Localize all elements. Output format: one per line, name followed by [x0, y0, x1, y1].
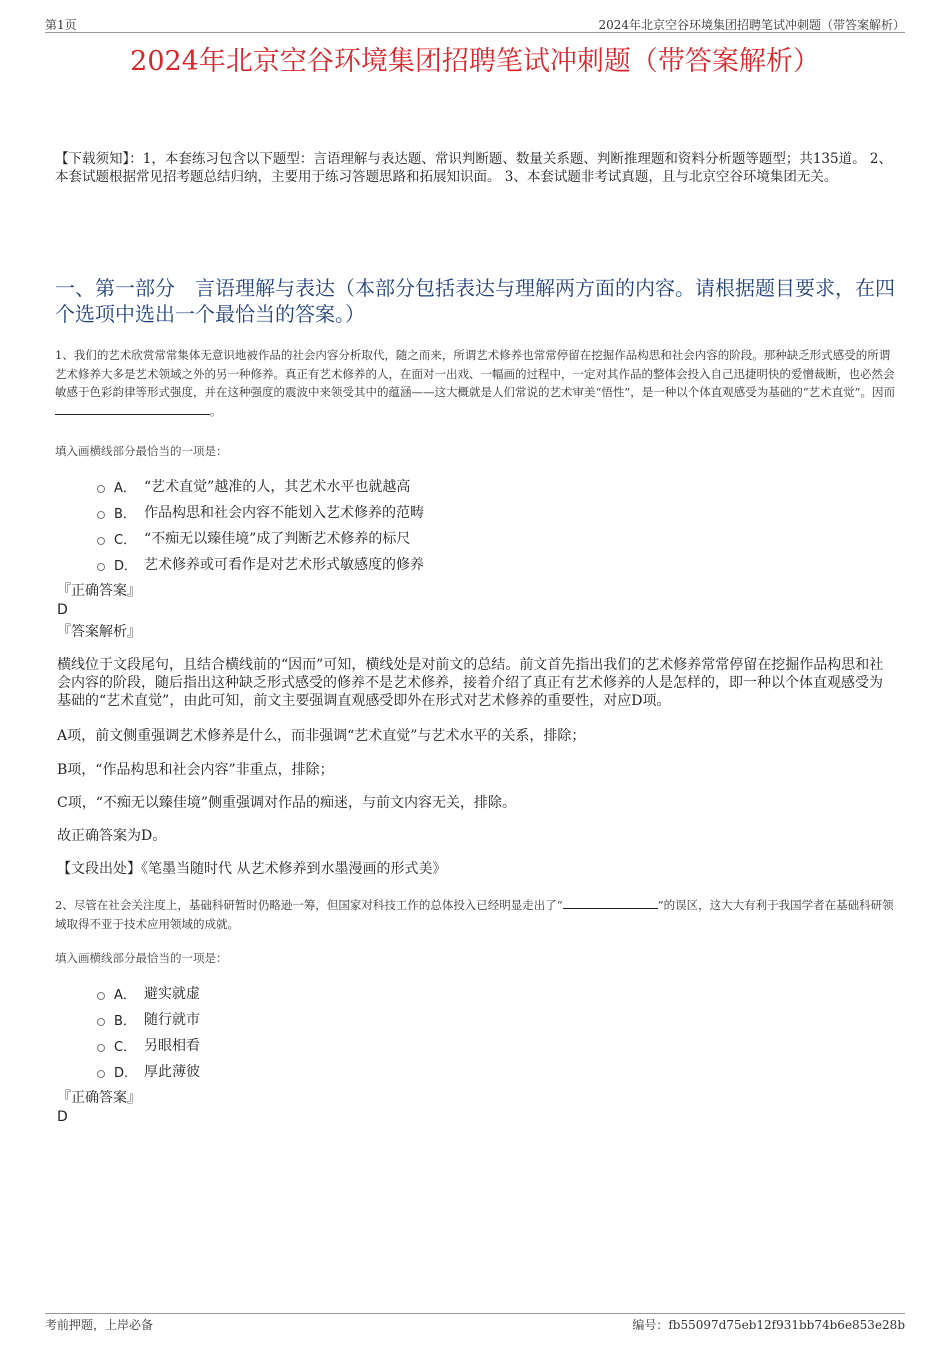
- option-letter: B．: [114, 1013, 136, 1029]
- download-notice: 【下载须知】：1，本套练习包含以下题型：言语理解与表达题、常识判断题、数量关系题、判断推理题和资料分析题等题型；共135道。 2、本套试题根据常见招考题总结归纳，主要用于练习答题思路和拓展知识面。 3、本套试题非考试真题，且与北京空谷环境集团无关。: [55, 151, 892, 185]
- question-1-stem-end: 。: [210, 403, 222, 418]
- page-number: 第1页: [45, 18, 77, 32]
- section-title: 一、第一部分 言语理解与表达（本部分包括表达与理解两方面的内容。请根据题目要求，在四个选项中选出一个最恰当的答案。）: [55, 276, 895, 326]
- radio-icon[interactable]: [97, 511, 105, 519]
- correct-answer-value: D: [57, 1109, 68, 1125]
- question-1-prompt: 填入画横线部分最恰当的一项是：: [55, 444, 228, 458]
- analysis-paragraph: B项，“作品构思和社会内容”非重点，排除；: [57, 762, 334, 778]
- option-d[interactable]: [97, 1058, 200, 1084]
- option-a[interactable]: [97, 473, 424, 499]
- question-2-text: [55, 896, 900, 933]
- header-doc-name: 2024年北京空谷环境集团招聘笔试冲刺题（带答案解析）: [598, 18, 905, 32]
- option-a[interactable]: [97, 980, 200, 1006]
- option-c[interactable]: [97, 525, 424, 551]
- option-text: “不痴无以臻佳境”成了判断艺术修养的标尺: [144, 531, 411, 547]
- correct-answer-value: D: [57, 602, 68, 618]
- document-title: 2024年北京空谷环境集团招聘笔试冲刺题（带答案解析）: [130, 46, 820, 77]
- option-b[interactable]: [97, 1006, 200, 1032]
- option-letter: C．: [114, 1039, 137, 1055]
- analysis-label: 『答案解析』: [57, 624, 141, 640]
- analysis-paragraph: 横线位于文段尾句，且结合横线前的“因而”可知，横线处是对前文的总结。前文首先指出我们的艺术修养常常停留在挖掘作品构思和社会内容的阶段，随后指出这种缺乏形式感受的修养不是艺术修养，接着介绍了真正有艺术修养的人是怎样的，即一种以个体直观感受为基础的“艺术直觉”，由此可知，前文主要强调直观感受即外在形式对艺术修养的重要性，对应D项。: [57, 657, 884, 709]
- source-citation: 【文段出处】《笔墨当随时代 从艺术修养到水墨漫画的形式美》: [57, 861, 447, 877]
- question-2-prompt: 填入画横线部分最恰当的一项是：: [55, 951, 228, 965]
- page-footer: [45, 1313, 905, 1334]
- radio-icon[interactable]: [97, 563, 105, 571]
- question-2-stem-end: ”的误区，这大大有利于我国学者在基础科研领域取得不亚于技术应用领域的成就。: [55, 898, 894, 931]
- option-b[interactable]: [97, 499, 424, 525]
- footer-slogan: 考前押题，上岸必备: [45, 1318, 154, 1332]
- analysis-conclusion: 故正确答案为D。: [57, 828, 167, 844]
- option-c[interactable]: [97, 1032, 200, 1058]
- option-text: 避实就虚: [144, 986, 200, 1002]
- analysis-paragraph: C项，“不痴无以臻佳境”侧重强调对作品的痴迷，与前文内容无关，排除。: [57, 795, 517, 811]
- question-1-text: [55, 346, 900, 420]
- option-letter: B．: [114, 506, 136, 522]
- option-text: 另眼相看: [144, 1038, 200, 1054]
- option-letter: A．: [114, 480, 136, 496]
- option-letter: D．: [114, 558, 138, 574]
- option-text: 艺术修养或可看作是对艺术形式敏感度的修养: [144, 557, 424, 573]
- option-letter: A．: [114, 987, 136, 1003]
- radio-icon[interactable]: [97, 1044, 105, 1052]
- radio-icon[interactable]: [97, 1018, 105, 1026]
- answer-blank: [55, 402, 210, 415]
- correct-answer-label: 『正确答案』: [57, 1090, 141, 1106]
- question-1-stem: 1、我们的艺术欣赏常常集体无意识地被作品的社会内容分析取代，随之而来，所谓艺术修养也常常停留在挖掘作品构思和社会内容的阶段。那种缺乏形式感受的所谓艺术修养大多是艺术领域之外的另一种修养。真正有艺术修养的人，在面对一出戏、一幅画的过程中，一定对其作品的整体会投入自己迅捷明快的爱憎裁断，也必然会敏感于色彩韵律等形式强度，并在这种强度的震波中来领受其中的蕴涵——这大概就是人们常说的艺术审美“悟性”，是一种以个体直观感受为基础的“艺术直觉”。因而: [55, 348, 896, 399]
- option-text: 厚此薄彼: [144, 1064, 200, 1080]
- option-letter: C．: [114, 532, 137, 548]
- option-letter: D．: [114, 1065, 138, 1081]
- option-d[interactable]: [97, 551, 424, 577]
- option-text: “艺术直觉”越准的人，其艺术水平也就越高: [144, 479, 411, 495]
- radio-icon[interactable]: [97, 992, 105, 1000]
- footer-serial: 编号：fb55097d75eb12f931bb74b6e853e28b: [632, 1318, 905, 1332]
- radio-icon[interactable]: [97, 1070, 105, 1078]
- question-1-options: [97, 473, 424, 577]
- page-header: [45, 14, 905, 33]
- question-2-stem: 2、尽管在社会关注度上，基础科研暂时仍略逊一筹，但国家对科技工作的总体投入已经明显走出了“: [55, 898, 563, 912]
- option-text: 随行就市: [144, 1012, 200, 1028]
- radio-icon[interactable]: [97, 485, 105, 493]
- option-text: 作品构思和社会内容不能划入艺术修养的范畴: [144, 505, 424, 521]
- analysis-paragraph: A项，前文侧重强调艺术修养是什么，而非强调“艺术直觉”与艺术水平的关系，排除；: [57, 728, 586, 744]
- radio-icon[interactable]: [97, 537, 105, 545]
- answer-blank: [563, 896, 658, 909]
- correct-answer-label: 『正确答案』: [57, 583, 141, 599]
- question-2-options: [97, 980, 200, 1084]
